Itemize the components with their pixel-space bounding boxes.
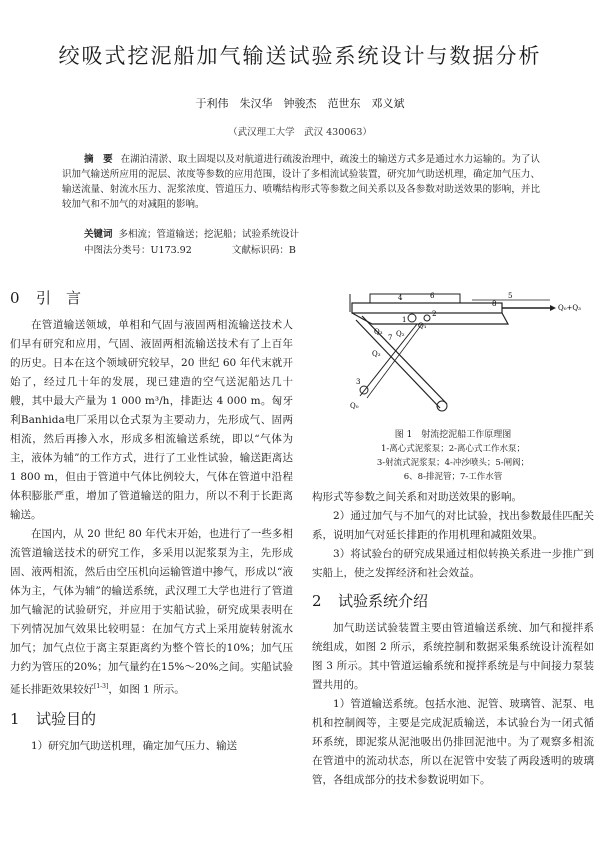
flow-arrow-icon xyxy=(550,305,556,311)
section-title: 试验系统介绍 xyxy=(338,592,429,610)
pump-2 xyxy=(424,315,430,321)
paper-title: 绞吸式挖泥船加气输送试验系统设计与数据分析 xyxy=(58,44,542,68)
section-number: 1 xyxy=(10,709,20,728)
label-3: 3 xyxy=(356,378,361,386)
section-system-heading xyxy=(312,589,594,613)
purpose-paragraph-2: 2）通过加气与不加气的对比试验，找出参数最佳匹配关系，说明加气对延长排距的作用机理和减阻效果。 xyxy=(312,510,594,541)
purpose-paragraph-1: 1）研究加气助送机理，确定加气压力、输送 xyxy=(31,739,238,752)
purpose-paragraph-cont: 构形式等参数之间关系和对助送效果的影响。 xyxy=(312,491,522,503)
label-1: 1 xyxy=(402,316,407,324)
label-qsum: Q₀+Q₃ xyxy=(558,304,581,312)
abstract-text: 在湖泊清淤、取土固堤以及对航道进行疏浚治理中，疏浚土的输送方式多是通过水力运输的。为了认识加气输送所应用的泥层、浓度等参数的应用范围，设计了多相流试验装置，研究加气助送机理，确定加气压力、输送流量、射流水压力、泥浆浓度、管道压力、喷嘴结构形式等参数之间关系以及各参数对助送效果的影响，并比较加气和不加气的对减阻的影响。 xyxy=(62,154,540,210)
label-q3b: Q₃ xyxy=(374,328,383,336)
left-column xyxy=(10,286,293,756)
keywords-text: 多相流；管道输送；挖泥船；试验系统设计 xyxy=(118,229,300,240)
label-q2: Q₂ xyxy=(396,330,405,338)
intro-paragraph-2-text: 在国内，从 20 世纪 80 年代末开始，也进行了一些多相流管道输送技术的研究工作，多采用以泥浆泵为主，先形成固、液两相流，然后由空压机向运输管道中掺气，形成以“液体为主，气体为辅”的输送系统，武汉理工大学也进行了管道加气输泥的试验研究，并应用于实船试验，研究成果表明在下列情况加气效果比较明显：在加气方式上采用旋转射流水加气；加气点位于离主泵距离约为整个管长的10%；加气压力约为管压的20%；加气量约在15%～20%之间。实船试验延长排距效果较好 xyxy=(10,528,293,696)
intro-paragraph-2-tail: ，如图 1 所示。 xyxy=(108,683,185,696)
label-4: 4 xyxy=(398,294,403,302)
label-7: 7 xyxy=(388,334,393,342)
label-q0: Q₀ xyxy=(350,402,359,410)
system-paragraph-1: 加气助送试验装置主要由管道输送系统、加气和搅拌系统组成，如图 2 所示，系统控制和数据采集系统设计流程如图 3 所示。其中管道运输系统和搅拌系统是与中间接力泵装置共用的。 xyxy=(312,622,594,691)
figure-caption xyxy=(312,428,594,484)
keywords xyxy=(84,228,299,242)
section-number: 0 xyxy=(10,289,20,307)
label-q1: Q₁ xyxy=(418,322,427,330)
affiliation: （武汉理工大学 武汉 430063） xyxy=(228,127,372,138)
purpose-paragraph-3: 3）将试验台的研究成果通过相似转换关系进一步推广到实船上，使之发挥经济和社会效益。 xyxy=(312,548,594,579)
abstract xyxy=(62,152,540,212)
citation-ref: [1-3] xyxy=(94,683,109,690)
system-paragraph-2: 1）管道输送系统。包括水池、泥管、玻璃管、泥泵、电机和控制阀等，主要是完成泥质输送，本试验台为一闭式循环系统，即泥浆从泥池吸出仍排回泥池中。为了观察多相流在管道中的流动状态，所以在泥管中安装了两段透明的玻璃管，各组成部分的技术参数说明如下。 xyxy=(312,698,594,786)
label-6: 6 xyxy=(430,292,435,300)
intro-paragraph-1: 在管道输送领域，单相和气固与液固两相流输送技术人们早有研究和应用，气固、液固两相流输送技术有了上百年的历史。日本在这个领域研究较早，20 世纪 60 年代末就开始了，经过几十年的发展，现已建造的空气送泥船达几十艘，其中最大产量为 1 000 m³/h，排距达 4 000 m。匈牙利Banhida电厂采用以仓式泵为主要动力，先形成气、固两相流，然后再掺入水，形成多相流输送系统，即以“气体为主，液体为辅”的工作方式，进行了工业性试验，输送距离达 1 800 m，但由于管道中气体比例较大，气体在管道中沿程体积膨胀严重，增加了管道输送的阻力，所以不利于长距离输送。 xyxy=(10,319,293,521)
caption-legend-1: 1-离心式泥浆泵；2-离心式工作水泵； xyxy=(380,444,526,454)
doc-code-value: B xyxy=(288,245,296,256)
caption-legend-2: 3-射流式泥浆泵；4-冲沙喷头；5-闸阀； xyxy=(376,458,530,468)
keywords-label: 关键词 xyxy=(84,229,113,240)
caption-legend-3: 6、8-排泥管；7-工作水管 xyxy=(403,472,503,482)
classification-value: U173.92 xyxy=(150,245,192,256)
section-intro-heading xyxy=(10,286,293,310)
label-8: 8 xyxy=(492,300,497,308)
intro-paragraph-2 xyxy=(10,525,293,700)
superstructure xyxy=(370,294,460,303)
doc-code-label: 文献标识码： xyxy=(231,245,289,256)
abstract-label: 摘 要 xyxy=(84,154,113,165)
hull-deck xyxy=(352,303,502,313)
caption-title: 图 1 射流挖泥船工作原理图 xyxy=(394,430,512,440)
section-title: 引 言 xyxy=(36,289,82,307)
jet-pump-3 xyxy=(360,386,368,394)
right-column xyxy=(312,488,594,790)
label-5: 5 xyxy=(508,292,513,300)
section-purpose-heading xyxy=(10,707,293,731)
classification-label: 中图法分类号： xyxy=(84,245,151,256)
pump-1 xyxy=(408,314,416,322)
authors: 于利伟 朱汉华 钟骏杰 范世东 邓义斌 xyxy=(195,97,405,110)
dredger-diagram xyxy=(312,286,594,426)
section-title: 试验目的 xyxy=(36,709,97,728)
section-number: 2 xyxy=(312,592,322,610)
classification xyxy=(84,244,296,258)
label-q3: Q₃ xyxy=(372,350,381,358)
label-2: 2 xyxy=(432,310,437,318)
